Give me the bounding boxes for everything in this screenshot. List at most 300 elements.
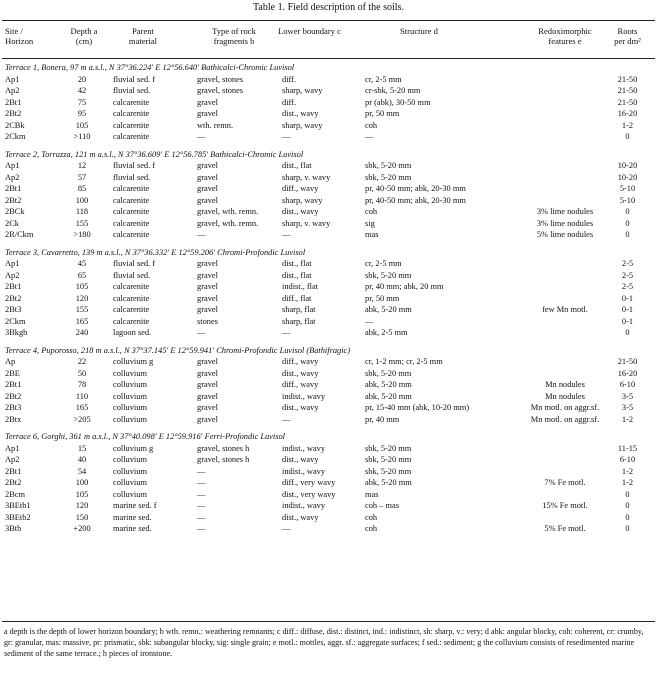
cell-parent-material: colluvium	[113, 368, 147, 378]
cell-horizon: 2Ck	[5, 218, 19, 228]
cell-parent-material: fluvial sed.	[113, 270, 151, 280]
table-row	[0, 270, 657, 282]
cell-horizon: 2Bcm	[5, 489, 26, 499]
cell-structure: cr-sbk, 5-20 mm	[365, 86, 421, 95]
cell-horizon: 3Btb	[5, 524, 22, 533]
section-title: Terrace 4, Puporosso, 218 m a.s.l., N 37°37.145′ E 12°59.941′ Chromi-Profondic Luvisol (Bathifragic)	[5, 345, 351, 355]
table-row	[0, 229, 657, 241]
cell-structure: pr (abk), 30-50 mm	[365, 97, 431, 107]
cell-rock-fragments: gravel, stones	[197, 74, 244, 84]
cell-redox-features: 7% Fe motl.	[544, 478, 586, 487]
cell-rock-fragments: wth. remn.	[197, 120, 234, 130]
cell-rock-fragments: gravel	[197, 293, 218, 303]
cell-horizon: 2BE	[5, 368, 20, 378]
table-body	[0, 62, 657, 535]
cell-parent-material: calcarenite	[113, 120, 150, 130]
cell-parent-material: calcarenite	[113, 230, 150, 239]
cell-roots: 0-1	[621, 293, 634, 303]
cell-horizon: Ap2	[5, 270, 20, 280]
cell-redox-features: Mn motl. on aggr.sf.	[530, 403, 600, 412]
cell-roots: 0	[625, 328, 630, 337]
cell-roots: 0	[625, 524, 630, 533]
cell-roots: 10-20	[617, 161, 638, 170]
cell-depth: 165	[75, 316, 89, 326]
cell-lower-boundary: sharp, v. wavy	[282, 218, 331, 228]
cell-horizon: 2Bt1	[5, 466, 22, 476]
cell-redox-features: 5% lime nodules	[536, 230, 594, 239]
cell-lower-boundary: diff.	[282, 74, 297, 84]
cell-depth: 20	[77, 74, 87, 84]
cell-depth: 118	[75, 207, 89, 216]
table-row	[0, 206, 657, 218]
cell-structure: pr, 40-50 mm; abk, 20-30 mm	[365, 184, 466, 193]
cell-redox-features: Mn nodules	[545, 380, 585, 389]
cell-parent-material: calcarenite	[113, 109, 150, 118]
cell-lower-boundary: indist., flat	[282, 282, 319, 291]
cell-depth: 100	[75, 195, 89, 205]
cell-depth: 110	[75, 391, 89, 401]
cell-roots: 3-5	[621, 391, 634, 401]
cell-roots: 21-50	[617, 74, 638, 84]
cell-structure: pr, 40 mm	[365, 414, 400, 424]
cell-horizon: Ap2	[5, 455, 20, 464]
cell-rock-fragments: gravel	[197, 305, 218, 314]
cell-roots: 1-2	[621, 466, 634, 476]
cell-redox-features: 15% Fe motl.	[542, 501, 588, 510]
cell-depth: 155	[75, 218, 89, 228]
cell-roots: 0	[625, 512, 630, 522]
cell-horizon: 2Bt2	[5, 109, 22, 118]
cell-rock-fragments: gravel, stones h	[197, 443, 250, 453]
cell-depth: 105	[75, 120, 89, 130]
cell-roots: 2-5	[621, 259, 634, 268]
cell-structure: abk, 5-20 mm	[365, 391, 412, 401]
table-row	[0, 195, 657, 207]
cell-lower-boundary: dist., wavy	[282, 403, 319, 412]
cell-parent-material: marine sed.	[113, 524, 152, 533]
cell-structure: sbk, 5-20 mm	[365, 172, 412, 182]
cell-rock-fragments: gravel, stones	[197, 86, 244, 95]
cell-roots: 3-5	[621, 403, 634, 412]
cell-structure: mas	[365, 230, 379, 239]
cell-roots: 21-50	[617, 357, 638, 366]
cell-horizon: 2Bt2	[5, 293, 22, 303]
cell-rock-fragments: gravel, stones h	[197, 455, 250, 464]
table-row	[0, 97, 657, 109]
cell-horizon: Ap	[5, 357, 16, 366]
cell-rock-fragments: gravel	[197, 270, 218, 280]
cell-rock-fragments: gravel	[197, 195, 218, 205]
cell-parent-material: calcarenite	[113, 293, 150, 303]
table-row	[0, 356, 657, 368]
cell-lower-boundary: diff., flat	[282, 293, 312, 303]
cell-structure: —	[365, 132, 374, 141]
cell-depth: >110	[73, 132, 91, 141]
cell-depth: 105	[75, 282, 89, 291]
cell-depth: 155	[75, 305, 89, 314]
cell-roots: 11-15	[617, 443, 638, 453]
cell-structure: sig	[365, 218, 375, 228]
cell-rock-fragments: gravel	[197, 403, 218, 412]
cell-lower-boundary: dist., wavy	[282, 455, 319, 464]
cell-parent-material: colluvium g	[113, 357, 154, 366]
table-row	[0, 477, 657, 489]
cell-lower-boundary: sharp, flat	[282, 305, 316, 314]
cell-lower-boundary: dist., flat	[282, 270, 312, 280]
cell-structure: coh	[365, 524, 378, 533]
cell-depth: 42	[77, 86, 87, 95]
header-type: Type of rock fragments b	[212, 26, 256, 46]
cell-roots: 5-10	[619, 184, 636, 193]
cell-structure: mas	[365, 489, 379, 499]
table-row	[0, 281, 657, 293]
cell-lower-boundary: —	[282, 132, 291, 141]
cell-parent-material: fluvial sed. f	[113, 161, 156, 170]
cell-horizon: 2Bt1	[5, 97, 22, 107]
cell-horizon: 3BEtb1	[5, 501, 31, 510]
cell-roots: 1-2	[621, 478, 634, 487]
cell-parent-material: colluvium	[113, 391, 147, 401]
cell-lower-boundary: diff., wavy	[282, 380, 319, 389]
bottom-rule	[2, 621, 655, 622]
table-row	[0, 512, 657, 524]
cell-depth: 120	[75, 501, 89, 510]
cell-roots: 16-20	[617, 368, 638, 378]
table-row	[0, 131, 657, 143]
cell-lower-boundary: dist., wavy	[282, 368, 319, 378]
cell-rock-fragments: gravel	[197, 282, 218, 291]
cell-redox-features: 3% lime nodules	[536, 218, 594, 228]
cell-structure: sbk, 5-20 mm	[365, 368, 412, 378]
cell-rock-fragments: —	[197, 132, 206, 141]
cell-rock-fragments: gravel	[197, 184, 218, 193]
cell-rock-fragments: —	[197, 328, 206, 337]
cell-horizon: 3Bkgb	[5, 328, 28, 337]
cell-lower-boundary: diff.	[282, 97, 297, 107]
cell-redox-features: 3% lime nodules	[536, 207, 594, 216]
cell-lower-boundary: —	[282, 328, 291, 337]
cell-horizon: Ap1	[5, 161, 20, 170]
cell-parent-material: colluvium	[113, 478, 147, 487]
section-title: Terrace 6, Gorghi, 361 m a.s.l., N 37°40.098′ E 12°59.916′ Ferri-Profondic Luvisol	[5, 432, 285, 441]
cell-structure: abk, 5-20 mm	[365, 305, 412, 314]
cell-redox-features: few Mn motl.	[542, 305, 588, 314]
cell-depth: 45	[77, 259, 87, 268]
cell-horizon: Ap1	[5, 259, 20, 268]
cell-structure: cr, 1-2 mm; cr, 2-5 mm	[365, 357, 443, 366]
header-redox: Redoximorphic features e	[538, 26, 592, 46]
cell-lower-boundary: sharp, wavy	[282, 86, 323, 95]
cell-rock-fragments: gravel	[197, 368, 218, 378]
cell-parent-material: colluvium	[113, 403, 147, 412]
cell-roots: 10-20	[617, 172, 638, 182]
section-title: Terrace 2, Torrazza, 121 m a.s.l., N 37°36.609′ E 12°56.785′ Bathicalci-Chromic Luvisol	[5, 149, 304, 159]
cell-depth: 12	[77, 161, 87, 170]
cell-depth: 65	[77, 270, 87, 280]
cell-lower-boundary: diff., wavy	[282, 184, 319, 193]
cell-lower-boundary: sharp, v. wavy	[282, 172, 331, 182]
cell-rock-fragments: stones	[197, 316, 218, 326]
header-rule	[2, 58, 655, 59]
cell-structure: pr, 50 mm	[365, 109, 400, 118]
table-row	[0, 85, 657, 97]
cell-horizon: 2Bt2	[5, 391, 22, 401]
table-header	[0, 26, 657, 56]
cell-redox-features: Mn nodules	[545, 391, 585, 401]
cell-parent-material: calcarenite	[113, 282, 150, 291]
table-row	[0, 304, 657, 316]
cell-parent-material: calcarenite	[113, 97, 150, 107]
table-row	[0, 443, 657, 455]
cell-depth: 240	[75, 328, 89, 337]
table-row	[0, 489, 657, 501]
header-lower: Lower boundary c	[278, 26, 341, 36]
cell-parent-material: fluvial sed. f	[113, 74, 156, 84]
cell-parent-material: colluvium	[113, 455, 147, 464]
cell-structure: sbk, 5-20 mm	[365, 270, 412, 280]
cell-horizon: 2R/Ckm	[5, 230, 34, 239]
cell-rock-fragments: gravel	[197, 109, 218, 118]
table-row	[0, 293, 657, 305]
cell-lower-boundary: sharp, wavy	[282, 120, 323, 130]
cell-lower-boundary: indist., wavy	[282, 466, 326, 476]
cell-rock-fragments: —	[197, 230, 206, 239]
cell-redox-features: 5% Fe motl.	[544, 524, 586, 533]
cell-redox-features: Mn motl. on aggr.sf.	[530, 414, 600, 424]
table-row	[0, 379, 657, 391]
cell-parent-material: calcarenite	[113, 316, 150, 326]
table-row	[0, 108, 657, 120]
cell-lower-boundary: —	[282, 230, 291, 239]
cell-lower-boundary: sharp, wavy	[282, 195, 323, 205]
cell-depth: >205	[73, 414, 91, 424]
cell-structure: abk, 2-5 mm	[365, 328, 408, 337]
cell-horizon: 2Ckm	[5, 316, 26, 326]
cell-lower-boundary: indist., wavy	[282, 391, 326, 401]
table-row	[0, 523, 657, 535]
table-row	[0, 466, 657, 478]
cell-depth: >180	[73, 230, 91, 239]
cell-parent-material: colluvium	[113, 414, 147, 424]
cell-structure: abk, 5-20 mm	[365, 380, 412, 389]
cell-structure: abk, 5-20 mm	[365, 478, 412, 487]
cell-structure: pr, 40 mm; abk, 20 mm	[365, 282, 444, 291]
cell-parent-material: calcarenite	[113, 207, 150, 216]
cell-structure: cr, 2-5 mm	[365, 259, 402, 268]
cell-structure: pr, 50 mm	[365, 293, 400, 303]
cell-horizon: 2Bt1	[5, 282, 22, 291]
cell-lower-boundary: dist., very wavy	[282, 489, 336, 499]
table-row	[0, 160, 657, 172]
table-row	[0, 316, 657, 328]
cell-parent-material: calcarenite	[113, 195, 150, 205]
cell-depth: 50	[77, 368, 87, 378]
header-site: Site / Horizon	[5, 26, 34, 46]
cell-structure: sbk, 5-20 mm	[365, 161, 412, 170]
section-title: Terrace 3, Cavarretto, 139 m a.s.l., N 37°36.332′ E 12°59.206′ Chromi-Profondic Luvisol	[5, 247, 306, 257]
cell-lower-boundary: indist., wavy	[282, 501, 326, 510]
cell-structure: coh – mas	[365, 501, 399, 510]
cell-rock-fragments: gravel	[197, 161, 218, 170]
cell-structure: pr, 15-40 mm (abk, 10-20 mm)	[365, 403, 470, 412]
cell-rock-fragments: gravel	[197, 259, 218, 268]
cell-depth: 78	[77, 380, 87, 389]
cell-roots: 2-5	[621, 270, 634, 280]
cell-horizon: Ap1	[5, 443, 20, 453]
table-caption: Table 1. Field description of the soils.	[253, 2, 404, 13]
cell-parent-material: fluvial sed.	[113, 86, 151, 95]
cell-lower-boundary: dist., wavy	[282, 109, 319, 118]
cell-rock-fragments: —	[197, 478, 206, 487]
cell-structure: —	[365, 316, 374, 326]
cell-rock-fragments: gravel	[197, 380, 218, 389]
cell-roots: 0	[625, 489, 630, 499]
cell-roots: 2-5	[621, 282, 634, 291]
cell-horizon: 2Btx	[5, 414, 22, 424]
cell-depth: 85	[77, 184, 87, 193]
cell-roots: 0-1	[621, 316, 634, 326]
cell-depth: 100	[75, 478, 89, 487]
cell-horizon: 2Bt1	[5, 380, 22, 389]
cell-rock-fragments: gravel	[197, 97, 218, 107]
cell-depth: 54	[77, 466, 87, 476]
cell-roots: 16-20	[617, 109, 638, 118]
cell-horizon: 2CBk	[5, 120, 25, 130]
cell-lower-boundary: dist., flat	[282, 161, 312, 170]
cell-roots: 1-2	[621, 414, 634, 424]
header-parent: Parent material	[128, 26, 158, 46]
cell-depth: 40	[77, 455, 87, 464]
table-row	[0, 391, 657, 403]
cell-parent-material: colluvium g	[113, 443, 154, 453]
cell-parent-material: marine sed. f	[113, 501, 157, 510]
cell-rock-fragments: gravel	[197, 357, 218, 366]
cell-roots: 0	[625, 218, 630, 228]
table-row	[0, 172, 657, 184]
cell-structure: sbk, 5-20 mm	[365, 443, 412, 453]
cell-rock-fragments: gravel	[197, 391, 218, 401]
cell-roots: 21-50	[617, 86, 638, 95]
cell-horizon: 3BEtb2	[5, 512, 31, 522]
table-row	[0, 402, 657, 414]
cell-parent-material: fluvial sed. f	[113, 259, 156, 268]
cell-roots: 0	[625, 132, 630, 141]
cell-structure: coh	[365, 120, 378, 130]
cell-horizon: 2Bt2	[5, 195, 22, 205]
cell-rock-fragments: —	[197, 512, 206, 522]
cell-depth: 57	[77, 172, 87, 182]
cell-depth: +200	[73, 524, 91, 533]
top-rule	[2, 20, 655, 21]
cell-parent-material: colluvium	[113, 466, 147, 476]
header-roots: Roots per dm²	[614, 26, 641, 46]
table-row	[0, 218, 657, 230]
table-row	[0, 120, 657, 132]
cell-rock-fragments: gravel, wth. remn.	[197, 207, 259, 216]
cell-parent-material: calcarenite	[113, 218, 150, 228]
cell-rock-fragments: gravel	[197, 172, 218, 182]
cell-depth: 120	[75, 293, 89, 303]
cell-structure: sbk, 5-20 mm	[365, 466, 412, 476]
cell-lower-boundary: indist., wavy	[282, 443, 326, 453]
cell-rock-fragments: —	[197, 489, 206, 499]
cell-depth: 22	[77, 357, 87, 366]
cell-parent-material: fluvial sed.	[113, 172, 151, 182]
cell-depth: 150	[75, 512, 89, 522]
cell-roots: 0-1	[621, 305, 634, 314]
cell-parent-material: calcarenite	[113, 132, 150, 141]
table-row	[0, 368, 657, 380]
cell-parent-material: calcarenite	[113, 305, 150, 314]
cell-lower-boundary: dist., wavy	[282, 512, 319, 522]
cell-depth: 165	[75, 403, 89, 412]
cell-structure: coh	[365, 512, 378, 522]
cell-parent-material: calcarenite	[113, 184, 150, 193]
cell-parent-material: colluvium	[113, 380, 147, 389]
cell-rock-fragments: —	[197, 466, 206, 476]
cell-rock-fragments: —	[197, 524, 206, 533]
cell-roots: 6-10	[619, 455, 636, 464]
cell-roots: 0	[625, 207, 630, 216]
cell-roots: 0	[625, 230, 630, 239]
cell-horizon: Ap2	[5, 86, 20, 95]
cell-horizon: 2Bt1	[5, 184, 22, 193]
cell-rock-fragments: gravel	[197, 414, 218, 424]
section-title: Terrace 1, Bonera, 97 m a.s.l., N 37°36.224′ E 12°56.640′ Bathicalci-Chromic Luvisol	[5, 63, 295, 72]
cell-depth: 105	[75, 489, 89, 499]
table-row	[0, 74, 657, 86]
cell-roots: 6-10	[619, 380, 636, 389]
cell-parent-material: colluvium	[113, 489, 147, 499]
table-row	[0, 454, 657, 466]
cell-structure: coh	[365, 207, 378, 216]
cell-depth: 95	[77, 109, 87, 118]
cell-lower-boundary: sharp, flat	[282, 316, 316, 326]
cell-depth: 15	[77, 443, 87, 453]
cell-horizon: Ap2	[5, 172, 20, 182]
cell-horizon: 2Bt3	[5, 305, 22, 314]
cell-horizon: 2Ckm	[5, 132, 26, 141]
header-depth: Depth a (cm)	[70, 26, 98, 46]
cell-horizon: Ap1	[5, 74, 20, 84]
cell-parent-material: lagoon sed.	[113, 328, 152, 337]
cell-roots: 21-50	[617, 97, 638, 107]
cell-structure: sbk, 5-20 mm	[365, 455, 412, 464]
cell-rock-fragments: gravel, wth. remn.	[197, 218, 259, 228]
cell-roots: 5-10	[619, 195, 636, 205]
cell-horizon: 2Bt2	[5, 478, 22, 487]
cell-lower-boundary: —	[282, 524, 291, 533]
header-structure: Structure d	[400, 26, 438, 36]
cell-rock-fragments: —	[197, 501, 206, 510]
table-row	[0, 327, 657, 339]
cell-horizon: 2BCk	[5, 207, 25, 216]
cell-parent-material: marine sed.	[113, 512, 152, 522]
table-row	[0, 258, 657, 270]
table-row	[0, 500, 657, 512]
cell-depth: 75	[77, 97, 87, 107]
footnotes: a depth is the depth of lower horizon boundary; b wth. remn.: weathering remnants; c diff.: diffuse, dist.: distinct, ind.: indistinct, sh: sharp, v.: very; d abk: angular blocky, coh: coherent, cr: crumby, gr: granular, mas: massive, pr: prismatic, sbk: subangular blocky, sig: single grain; e motl.: mottles, aggr. sf.: aggregate surfaces; f sed.: sediment; g the colluvium consists of resedimented marine sediment of the same terrace.; h pieces of ironstone.	[4, 627, 644, 659]
table-row	[0, 183, 657, 195]
cell-structure: cr, 2-5 mm	[365, 74, 402, 84]
cell-roots: 0	[625, 501, 630, 510]
cell-structure: pr, 40-50 mm; abk, 20-30 mm	[365, 195, 466, 205]
cell-lower-boundary: diff., wavy	[282, 357, 319, 366]
cell-lower-boundary: dist., wavy	[282, 207, 319, 216]
table-row	[0, 414, 657, 426]
cell-lower-boundary: dist., flat	[282, 259, 312, 268]
cell-lower-boundary: —	[282, 414, 291, 424]
